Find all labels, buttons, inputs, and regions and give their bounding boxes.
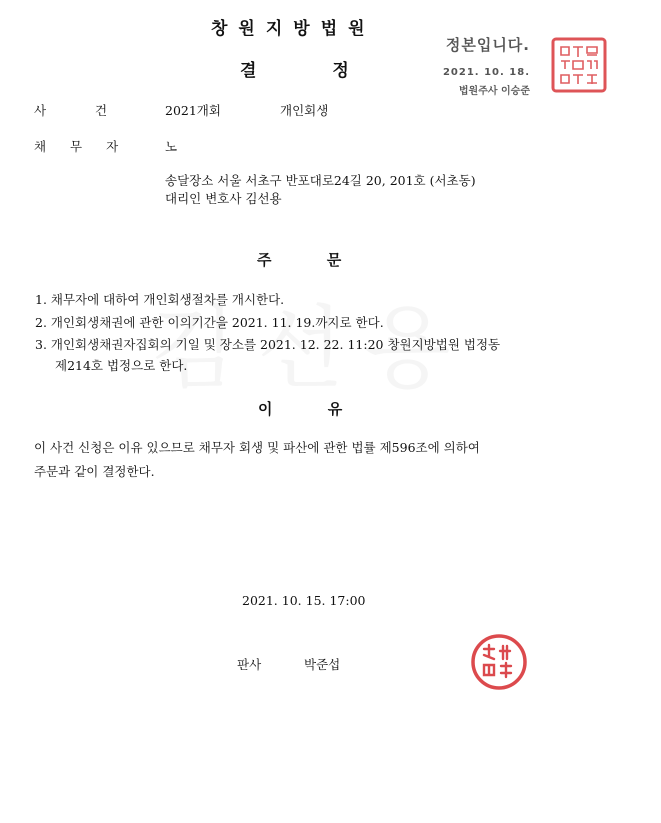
order-heading: 주 문: [257, 251, 342, 269]
judge-name: 박준섭: [304, 657, 341, 672]
reason-heading: 이 유: [258, 400, 343, 418]
certification-text: 정본입니다.: [445, 36, 530, 54]
document-kind: 결 정: [240, 61, 349, 81]
order-item-3-continued: 제214호 법정으로 한다.: [55, 358, 188, 373]
order-item-3: 3. 개인회생채권자집회의 기일 및 장소를 2021. 12. 22. 11:20 창원지방법원 법정동: [35, 337, 501, 352]
case-name: 개인회생: [280, 103, 329, 118]
debtor-label: 채 무 자: [34, 139, 119, 154]
certification-block: [410, 34, 530, 97]
court-seal-icon: [551, 37, 607, 93]
legal-agent: 대리인 변호사 김선용: [165, 191, 282, 206]
certification-clerk: 법원주사 이승준: [458, 86, 530, 97]
court-name: 창원지방법원: [211, 19, 376, 39]
reason-line-2: 주문과 같이 결정한다.: [34, 464, 155, 479]
case-label: 사 건: [34, 103, 108, 118]
debtor-name: 노: [165, 139, 178, 154]
certification-date: 2021. 10. 18.: [442, 67, 530, 78]
judge-seal-icon: [470, 633, 528, 691]
order-item-1: 1. 채무자에 대하여 개인회생절차를 개시한다.: [35, 292, 285, 307]
service-address: 송달장소 서울 서초구 반포대로24길 20, 201호 (서초동): [165, 173, 476, 188]
reason-line-1: 이 사건 신청은 이유 있으므로 채무자 회생 및 파산에 관한 법률 제596조에 의하여: [34, 440, 480, 455]
case-number: 2021개회: [165, 103, 221, 118]
order-item-2: 2. 개인회생채권에 관한 이의기간을 2021. 11. 19.까지로 한다.: [35, 315, 384, 330]
decision-datetime: 2021. 10. 15. 17:00: [242, 593, 366, 608]
judge-title: 판사: [237, 657, 262, 672]
